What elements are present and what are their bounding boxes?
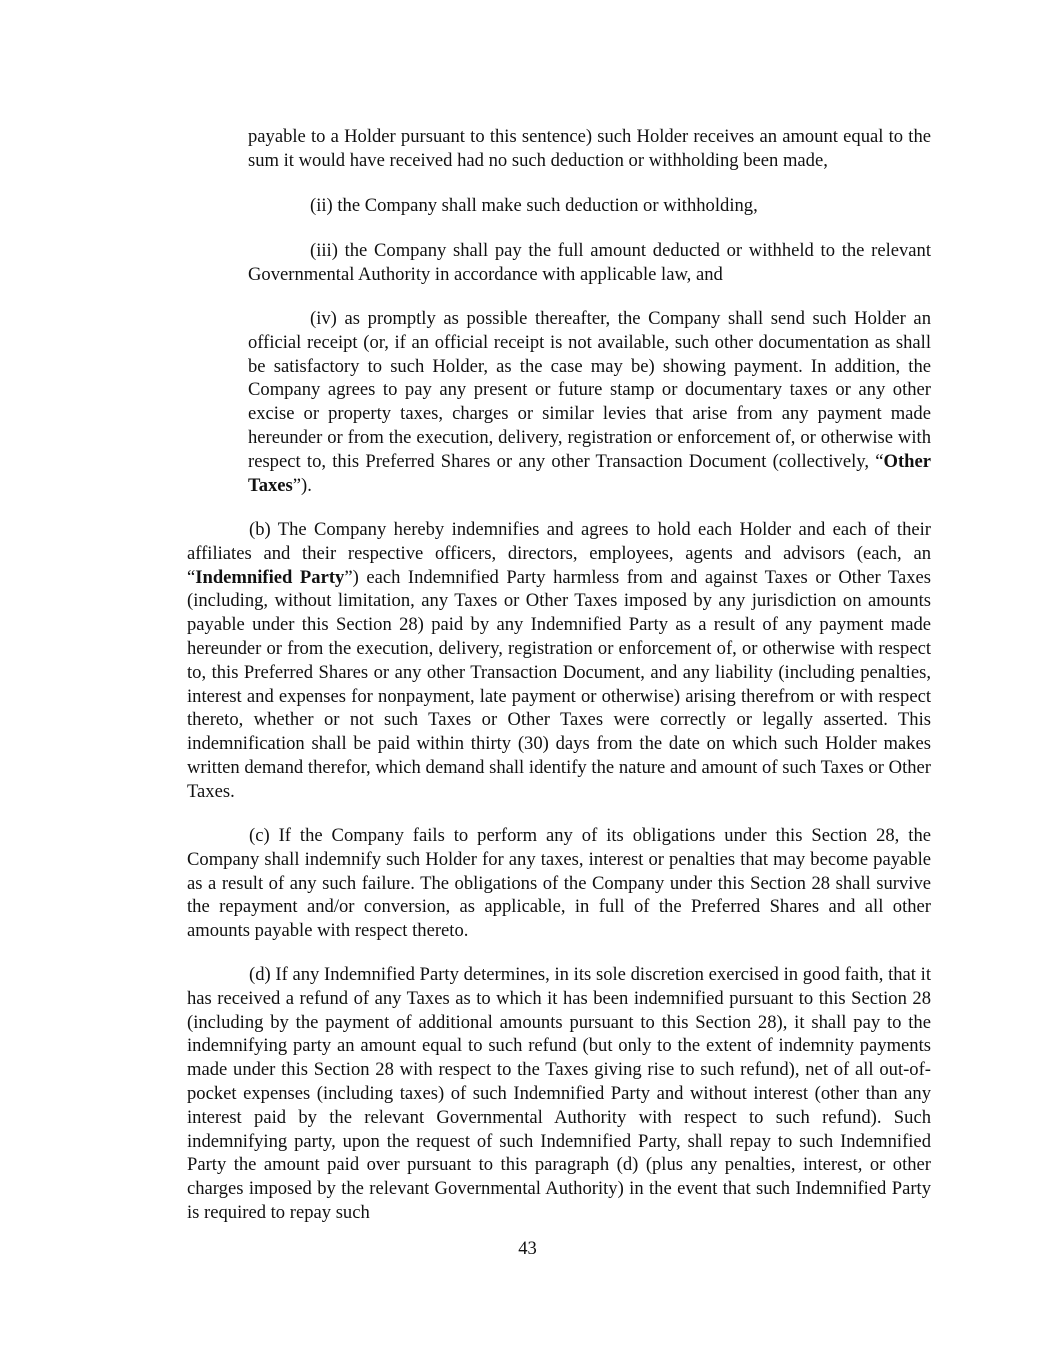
- defined-term-other-taxes: Other Taxes: [248, 450, 931, 496]
- paragraph-c: (c) If the Company fails to perform any of its obligations under this Section 28, the Company shall indemnify such Holder for any taxes, interest or penalties that may become payable as a result of any such failure. The obligations of the Company under this Section 28 shall survive the repayment and/or conversion, as applicable, in full of the Preferred Shares and all other amounts payable with respect thereto.: [187, 825, 931, 942]
- paragraph-b-text: (b) The Company hereby indemnifies and agrees to hold each Holder and each of their affiliates and their respective officers, directors, employees, agents and advisors (each, an “: [187, 519, 931, 588]
- paragraph-ii: (ii) the Company shall make such deduction or withholding,: [310, 195, 758, 216]
- paragraph-b-rest: ”) each Indemnified Party harmless from and against Taxes or Other Taxes (including, without limitation, any Taxes or Other Taxes imposed by any jurisdiction on amounts payable under this Section 28) paid by any Indemnified Party as a result of any payment made hereunder or from the execution, delivery, registration or enforcement of, or otherwise with respect to, this Preferred Shares or any other Transaction Document, and any liability (including penalties, interest and expenses for nonpayment, late payment or otherwise) arising therefrom or with respect thereto, whether or not such Taxes or Other Taxes were correctly or legally asserted. This indemnification shall be paid within thirty (30) days from the date on which such Holder makes written demand therefor, which demand shall identify the nature and amount of such Taxes or Other Taxes.: [187, 566, 931, 802]
- paragraph-iv-closing: ”).: [292, 474, 312, 496]
- page-number: 43: [518, 1238, 537, 1259]
- paragraph-iv: [248, 307, 931, 497]
- paragraph-continuation: payable to a Holder pursuant to this sentence) such Holder receives an amount equal to the sum it would have received had no such deduction or withholding been made,: [248, 126, 931, 171]
- paragraph-iii: (iii) the Company shall pay the full amount deducted or withheld to the relevant Governmental Authority in accordance with applicable law, and: [248, 240, 931, 285]
- paragraph-b: [187, 518, 931, 804]
- paragraph-iv-text: (iv) as promptly as possible thereafter, the Company shall send such Holder an official receipt (or, if an official receipt is not available, such other documentation as shall be satisfactory to such Holder, as the case may be) showing payment. In addition, the Company agrees to pay any present or future stamp or documentary taxes or any other excise or property taxes, charges or similar levies that arise from any payment made hereunder or from the execution, delivery, registration or enforcement of, or otherwise with respect to, this Preferred Shares or any other Transaction Document (collectively, “: [248, 308, 931, 472]
- paragraph-d: (d) If any Indemnified Party determines, in its sole discretion exercised in good faith, that it has received a refund of any Taxes as to which it has been indemnified pursuant to this Section 28 (including by the payment of additional amounts pursuant to this Section 28), it shall pay to the indemnifying party an amount equal to such refund (but only to the extent of indemnity payments made under this Section 28 with respect to the Taxes giving rise to such refund), net of all out-of-pocket expenses (including taxes) of such Indemnified Party and without interest (other than any interest paid by the relevant Governmental Authority with respect to such refund). Such indemnifying party, upon the request of such Indemnified Party, shall repay to such Indemnified Party the amount paid over pursuant to this paragraph (d) (plus any penalties, interest, or other charges imposed by the relevant Governmental Authority) in the event that such Indemnified Party is required to repay such: [187, 964, 931, 1223]
- defined-term-indemnified-party: Indemnified Party: [195, 566, 345, 588]
